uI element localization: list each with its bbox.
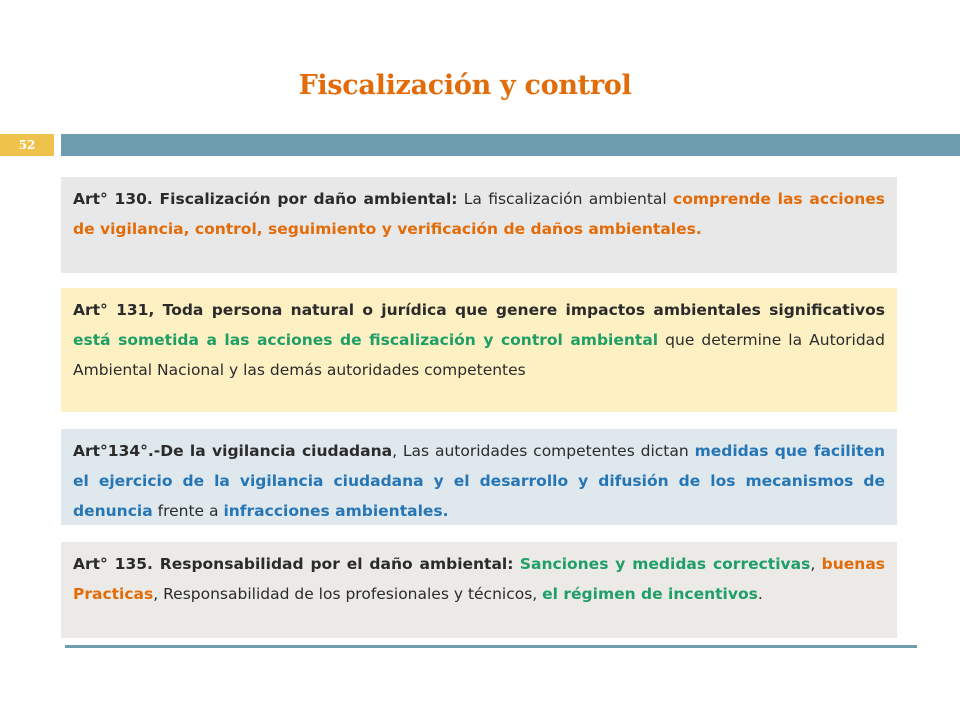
article-135-text-b: ,: [810, 555, 822, 573]
header-bar: [61, 134, 960, 156]
article-131-box: [61, 288, 897, 412]
article-135-highlight-c: el régimen de incentivos: [542, 585, 758, 603]
article-135-box: [61, 542, 897, 638]
article-134-text-a: , Las autoridades competentes dictan: [392, 442, 695, 460]
article-131-heading: Art° 131, Toda persona natural o jurídica que genere impactos ambientales significativos: [73, 301, 885, 319]
article-135-text-d: .: [757, 585, 763, 603]
article-134-highlight-a: medidas que faciliten el ejercicio de la vigilancia ciudadana y el desarrollo y difusión de los mecanismos de denuncia: [73, 442, 886, 520]
article-130-heading: Art° 130. Fiscalización por daño ambiental:: [73, 190, 458, 208]
article-134-box: [61, 429, 897, 525]
page-number-badge: 52: [0, 134, 54, 156]
article-130-box: [61, 177, 897, 273]
article-130-text: La fiscalización ambiental: [457, 190, 674, 208]
slide-title: Fiscalización y control: [298, 70, 632, 101]
article-135-text-c: , Responsabilidad de los profesionales y técnicos,: [153, 585, 543, 603]
article-134-highlight-b: infracciones ambientales.: [223, 502, 449, 520]
article-135-highlight-b: buenas Practicas: [73, 555, 886, 603]
article-134-text-b: frente a: [152, 502, 224, 520]
article-130-highlight: comprende las acciones de vigilancia, control, seguimiento y verificación de daños ambientales.: [73, 190, 885, 238]
article-131-highlight: está sometida a las acciones de fiscalización y control ambiental: [73, 331, 659, 349]
footer-divider: [65, 645, 917, 648]
article-135-highlight-a: Sanciones y medidas correctivas: [519, 555, 811, 573]
article-135-heading: Art° 135. Responsabilidad por el daño ambiental:: [73, 555, 514, 573]
article-131-text-b: que determine la Autoridad Ambiental Nacional y las demás autoridades competentes: [73, 331, 885, 379]
article-134-heading: Art°134°.-De la vigilancia ciudadana: [73, 442, 393, 460]
